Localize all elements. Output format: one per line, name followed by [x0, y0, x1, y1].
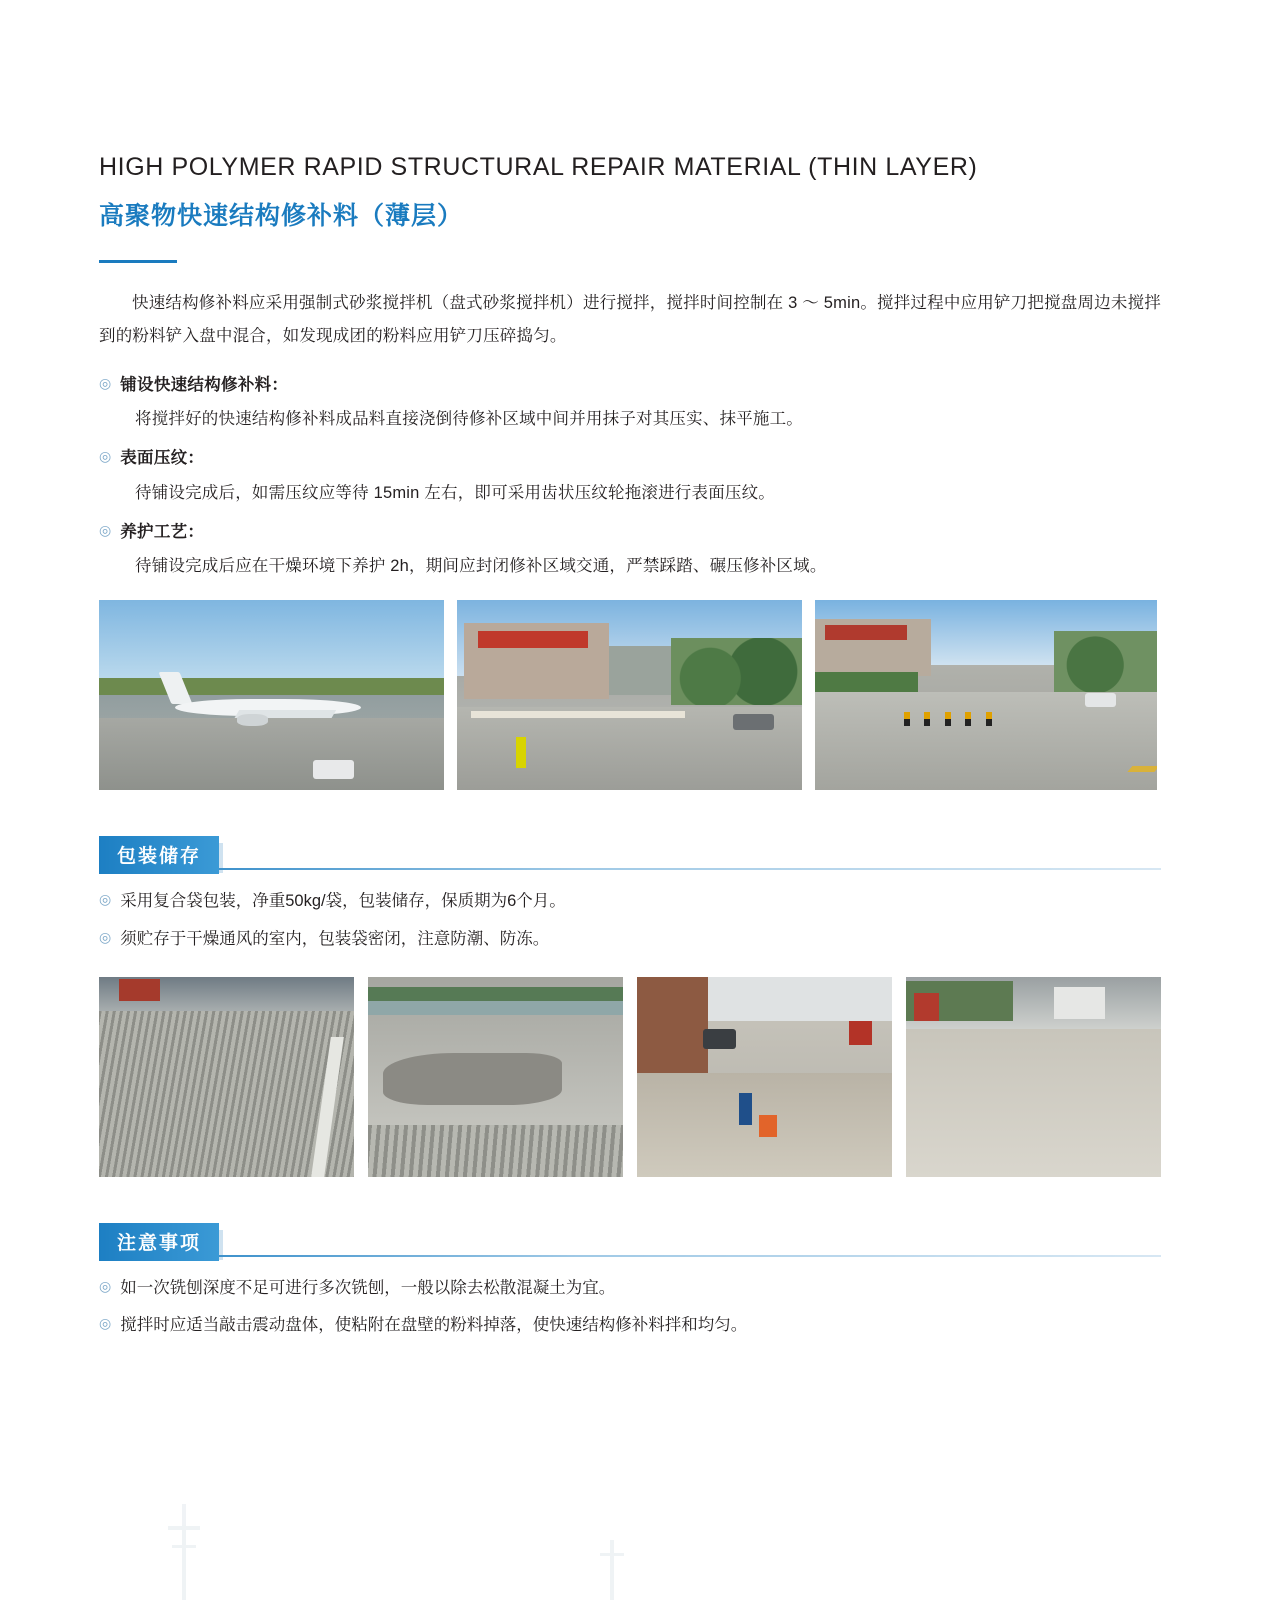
step-body-1: 将搅拌好的快速结构修补料成品料直接浇倒待修补区域中间并用抹子对其压实、抹平施工。 — [135, 410, 803, 429]
list-item-text: 采用复合袋包装，净重50kg/袋，包装储存，保质期为6个月。 — [120, 892, 566, 911]
step-body-2: 待铺设完成后，如需压纹应等待 15min 左右，即可采用齿状压纹轮拖滚进行表面压纹。 — [135, 483, 776, 502]
list-item — [99, 886, 1161, 917]
page-title-english: HIGH POLYMER RAPID STRUCTURAL REPAIR MATERIAL (THIN LAYER) — [99, 152, 978, 181]
photo-grooved-concrete-pavement — [99, 977, 354, 1177]
ring-bullet-icon: ◎ — [99, 521, 112, 538]
intro-paragraph: 快速结构修补料应采用强制式砂浆搅拌机（盘式砂浆搅拌机）进行搅拌，搅拌时间控制在 3 ～ 5min。搅拌过程中应用铲刀把搅盘周边未搅拌到的粉料铲入盘中混合，如发现成团的粉料应用铲刀压碎捣匀。 — [99, 294, 1161, 346]
ring-bullet-icon: ◎ — [99, 1277, 112, 1294]
step-item-3 — [99, 517, 1161, 548]
page-title-chinese: 高聚物快速结构修补料（薄层） — [99, 201, 464, 230]
page-content — [99, 135, 1161, 1342]
list-item-text: 搅拌时应适当敲击震动盘体，使粘附在盘壁的粉料掉落，使快速结构修补料拌和均匀。 — [120, 1316, 748, 1335]
ring-bullet-icon: ◎ — [99, 928, 112, 945]
step-body-3: 待铺设完成后应在干燥环境下养护 2h，期间应封闭修补区域交通，严禁踩踏、碾压修补区域。 — [135, 557, 827, 576]
section-title-precautions: 注意事项 — [99, 1223, 219, 1261]
list-item — [99, 1310, 1161, 1341]
list-item-text: 须贮存于干燥通风的室内，包装袋密闭，注意防潮、防冻。 — [120, 929, 550, 948]
section-header-precautions — [99, 1223, 1161, 1257]
section-precautions — [99, 1223, 1161, 1342]
packaging-list — [99, 886, 1161, 955]
list-item — [99, 924, 1161, 955]
title-divider — [99, 260, 177, 263]
gallery-top — [99, 600, 1161, 790]
photo-workers-repairing-gas-station-floor — [637, 977, 892, 1177]
ring-bullet-icon: ◎ — [99, 374, 112, 391]
ring-bullet-icon: ◎ — [99, 448, 112, 465]
list-item — [99, 1273, 1161, 1304]
section-header-packaging — [99, 836, 1161, 870]
photo-street-shopfront-road — [457, 600, 802, 790]
footer-watermark-graphic — [120, 1480, 820, 1600]
step-title-1: 铺设快速结构修补料： — [120, 375, 289, 394]
gallery-packaging — [99, 977, 1161, 1177]
photo-road-with-traffic-cones — [815, 600, 1157, 790]
photo-damaged-pavement-guardrail — [368, 977, 623, 1177]
precautions-list — [99, 1273, 1161, 1342]
ring-bullet-icon: ◎ — [99, 891, 112, 908]
step-item-1 — [99, 370, 1161, 401]
photo-airport-apron-aircraft — [99, 600, 444, 790]
step-item-2 — [99, 443, 1161, 474]
step-title-2: 表面压纹： — [120, 449, 205, 468]
section-packaging-storage — [99, 836, 1161, 1177]
step-title-3: 养护工艺： — [120, 522, 205, 541]
photo-finished-smooth-concrete-surface — [906, 977, 1161, 1177]
ring-bullet-icon: ◎ — [99, 1315, 112, 1332]
section-underline — [99, 1255, 1161, 1257]
list-item-text: 如一次铣刨深度不足可进行多次铣刨，一般以除去松散混凝土为宜。 — [120, 1278, 616, 1297]
section-title-packaging: 包装储存 — [99, 836, 219, 874]
section-underline — [99, 868, 1161, 870]
